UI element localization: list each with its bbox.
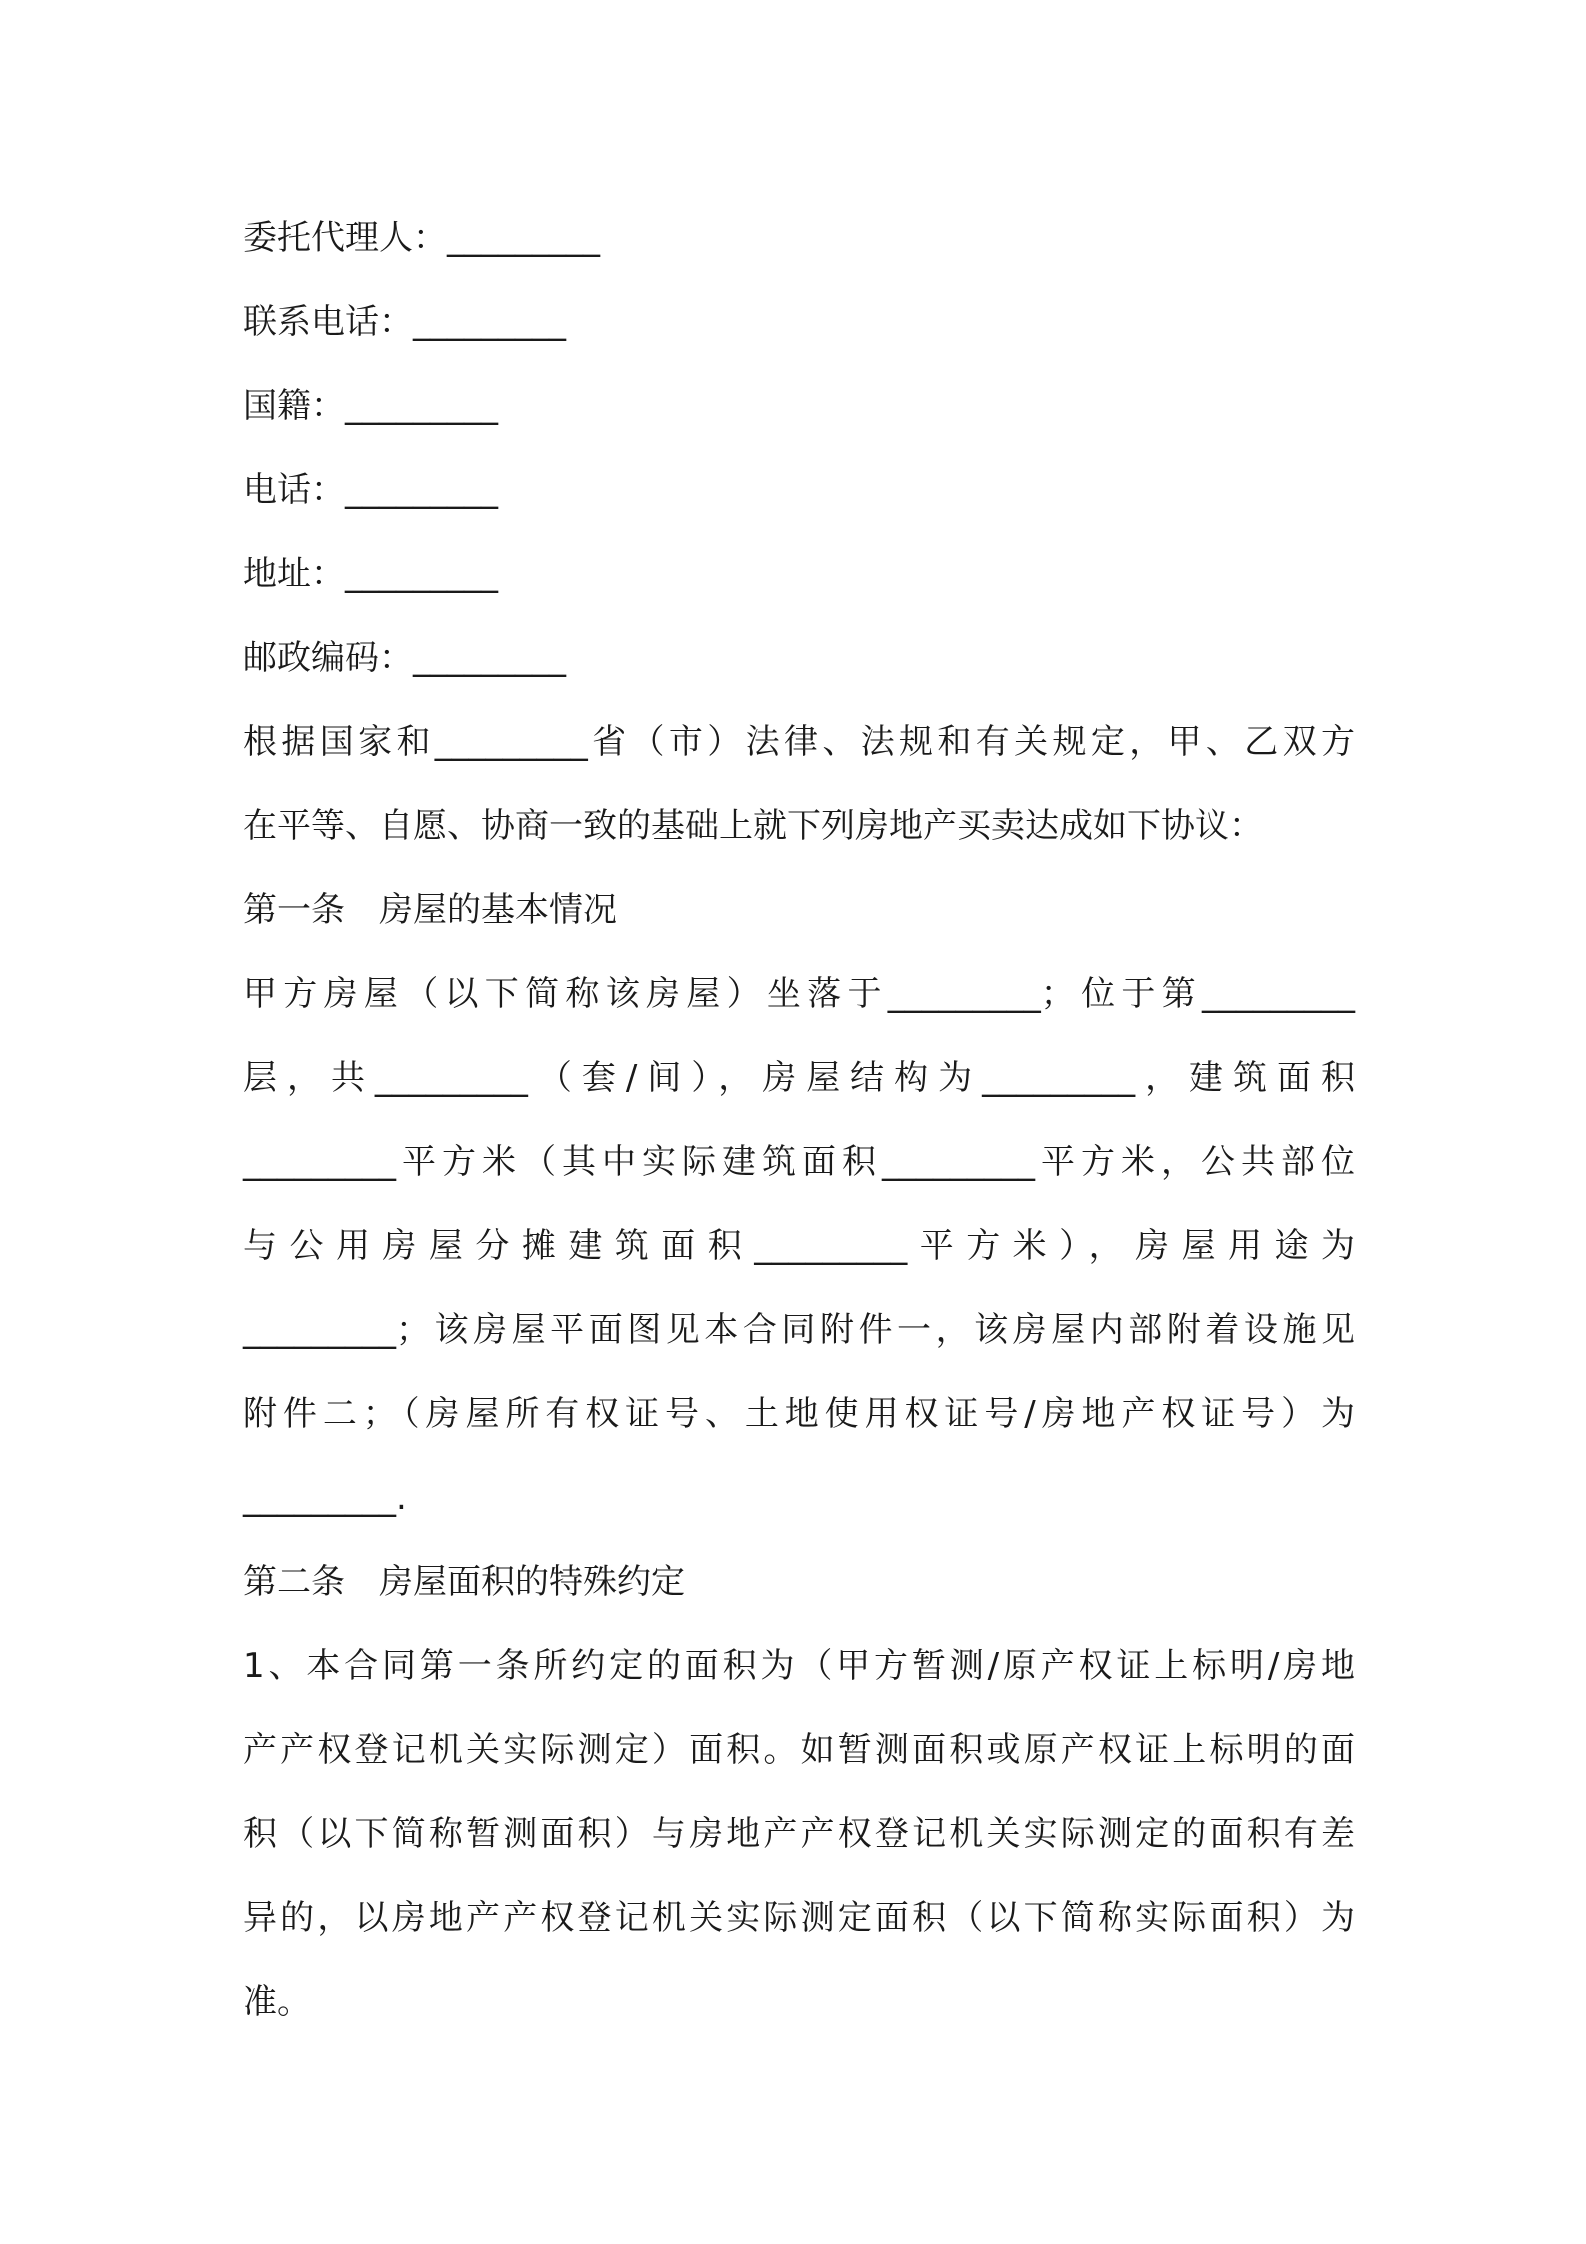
article1-title: 第一条 房屋的基本情况 xyxy=(243,890,617,930)
preamble-line: 根据国家和_________省（市）法律、法规和有关规定，甲、乙双方 xyxy=(243,722,1355,762)
article1-line: _________. xyxy=(243,1478,407,1518)
article2-title: 第二条 房屋面积的特殊约定 xyxy=(243,1562,685,1602)
article1-line: 附件二；（房屋所有权证号、土地使用权证号/房地产权证号）为 xyxy=(243,1394,1355,1434)
address-line: 地址：_________ xyxy=(243,554,498,594)
nationality-line: 国籍：_________ xyxy=(243,386,498,426)
article2-line: 准。 xyxy=(243,1982,311,2022)
article2-line: 积（以下简称暂测面积）与房地产产权登记机关实际测定的面积有差 xyxy=(243,1814,1355,1854)
article2-line: 异的，以房地产产权登记机关实际测定面积（以下简称实际面积）为 xyxy=(243,1898,1355,1938)
article2-line: 产产权登记机关实际测定）面积。如暂测面积或原产权证上标明的面 xyxy=(243,1730,1355,1770)
article1-line: 层，共_________（套/间），房屋结构为_________，建筑面积 xyxy=(243,1058,1355,1098)
article1-line: _________平方米（其中实际建筑面积_________平方米，公共部位 xyxy=(243,1142,1355,1182)
article1-line: _________；该房屋平面图见本合同附件一，该房屋内部附着设施见 xyxy=(243,1310,1355,1350)
agent-phone-line: 联系电话：_________ xyxy=(243,302,566,342)
article2-line: 1、本合同第一条所约定的面积为（甲方暂测/原产权证上标明/房地 xyxy=(243,1646,1355,1686)
agent-line: 委托代理人：_________ xyxy=(243,218,600,258)
phone-line: 电话：_________ xyxy=(243,470,498,510)
postal-code-line: 邮政编码：_________ xyxy=(243,638,566,678)
article1-line: 甲方房屋（以下简称该房屋）坐落于_________；位于第_________ xyxy=(243,974,1355,1014)
article1-line: 与公用房屋分摊建筑面积_________平方米），房屋用途为 xyxy=(243,1226,1355,1266)
document-body xyxy=(243,196,1355,2044)
preamble-line: 在平等、自愿、协商一致的基础上就下列房地产买卖达成如下协议： xyxy=(243,806,1263,846)
